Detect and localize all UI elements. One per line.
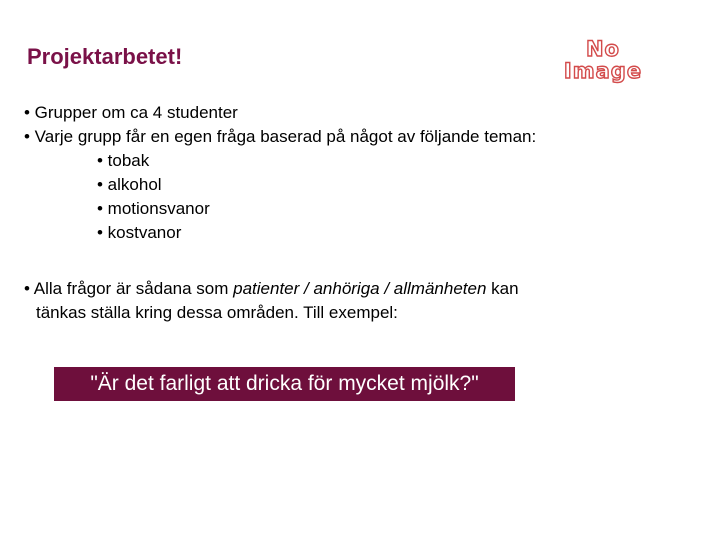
- theme-item-exercise: • motionsvanor: [97, 199, 210, 218]
- paragraph-italic: patienter / anhöriga / allmänheten: [233, 279, 487, 298]
- no-image-line1: No: [585, 37, 620, 61]
- slide-title: Projektarbetet!: [27, 44, 183, 69]
- bullet-list: [24, 101, 536, 245]
- paragraph-line2: tänkas ställa kring dessa områden. Till exempel:: [36, 303, 398, 322]
- theme-item-alcohol: • alkohol: [97, 175, 162, 194]
- paragraph-prefix: • Alla frågor är sådana som: [24, 279, 234, 298]
- paragraph-suffix: kan: [486, 279, 519, 298]
- example-question-text: "Är det farligt att dricka för mycket mjölk?": [90, 372, 479, 395]
- questions-paragraph: [24, 277, 519, 325]
- paragraph-line1: [24, 277, 519, 301]
- no-image-line2: Image: [563, 59, 643, 83]
- theme-item-tobacco: • tobak: [97, 151, 150, 170]
- theme-item-diet: • kostvanor: [97, 223, 182, 242]
- no-image-placeholder: [548, 38, 658, 82]
- example-question-box: [52, 365, 517, 403]
- bullet-groups: • Grupper om ca 4 studenter: [24, 103, 238, 122]
- bullet-question: • Varje grupp får en egen fråga baserad på något av följande teman:: [24, 127, 537, 146]
